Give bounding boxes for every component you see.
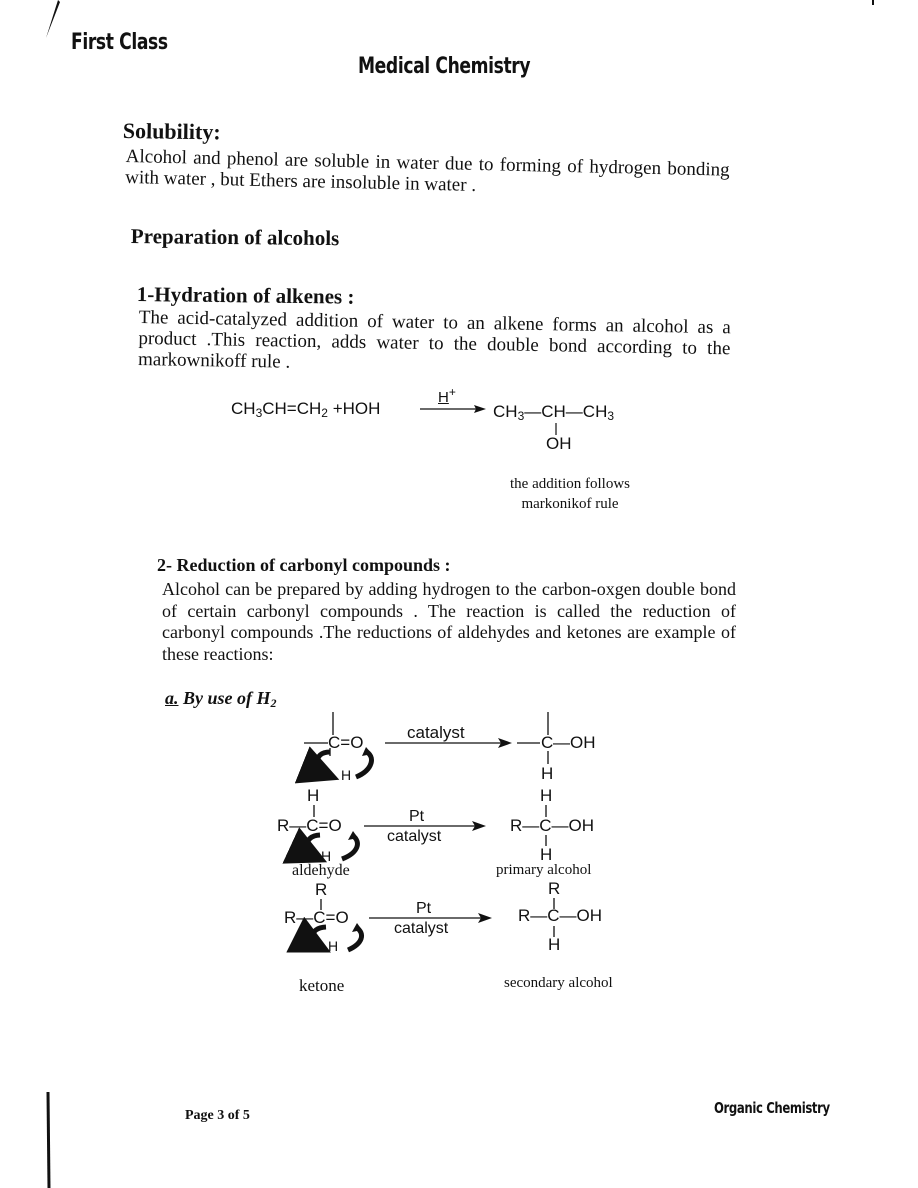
- h2-subheading-text: By use of H: [183, 688, 271, 708]
- aldehyde-hydrogen: H: [321, 848, 332, 864]
- primary-bottom-hydrogen: H: [540, 845, 553, 864]
- ketone-top-r: R: [315, 880, 328, 899]
- general-hydrogen: H: [341, 767, 352, 783]
- hydration-reactant: $CH_3CH=CH_2 +HOH$: [231, 399, 381, 420]
- secondary-alcohol-name: secondary alcohol: [504, 975, 613, 991]
- hydration-product: $CH_3—CH—CH_3$: [493, 402, 615, 423]
- class-label: First Class: [71, 30, 168, 55]
- hydration-heading: 1-Hydration of alkenes :: [136, 282, 355, 309]
- ketone-formula: R—C=O: [284, 908, 349, 927]
- secondary-top-r: R: [548, 879, 561, 898]
- h2-subheading: a. By use of $H_2$: [165, 688, 277, 710]
- general-product-hydrogen: H: [541, 764, 554, 783]
- ketone-name: ketone: [299, 976, 345, 995]
- preparation-heading: Preparation of alcohols: [130, 224, 340, 251]
- aldehyde-arrow-top: Pt: [409, 808, 425, 825]
- primary-alcohol-name: primary alcohol: [496, 862, 592, 878]
- primary-formula: R—C—OH: [510, 816, 595, 835]
- footer-subject: Organic Chemistry: [714, 1099, 830, 1117]
- hydration-product-oh: OH: [546, 434, 572, 453]
- secondary-formula: R—C—OH: [518, 906, 603, 925]
- reduction-text: Alcohol can be prepared by adding hydrogen to the carbon-oxgen double bond of certain carbonyl compounds . The reaction is called the reduction of carbonyl compounds .The reductions of aldehydes and ketones are example of these reactions:: [162, 579, 736, 664]
- aldehyde-top-hydrogen: H: [307, 786, 320, 805]
- general-arrow-label: catalyst: [407, 723, 465, 742]
- course-title: Medical Chemistry: [358, 54, 531, 79]
- aldehyde-name: aldehyde: [292, 862, 350, 879]
- markovnikov-note-line2: markonikof rule: [521, 496, 619, 512]
- hydration-catalyst: H+: [438, 385, 456, 406]
- general-carbonyl: C=O: [328, 733, 364, 752]
- solubility-text: Alcohol and phenol are soluble in water due to forming of hydrogen bonding with water , but Ethers are insoluble in water .: [125, 146, 730, 196]
- page-number: Page 3 of 5: [185, 1108, 250, 1123]
- h2-subheading-marker: a.: [165, 688, 179, 708]
- curved-electron-arrow-1: [318, 752, 330, 776]
- markovnikov-note-line1: the addition follows: [510, 476, 630, 492]
- ketone-arrow-top: Pt: [416, 900, 432, 917]
- secondary-bottom-hydrogen: H: [548, 935, 561, 954]
- ketone-arrow-bottom: catalyst: [394, 920, 449, 937]
- aldehyde-arrow-bottom: catalyst: [387, 828, 442, 845]
- primary-top-hydrogen: H: [540, 786, 553, 805]
- general-product-carbon: C: [541, 733, 554, 752]
- hydration-text: The acid-catalyzed addition of water to an alkene forms an alcohol as a product .This reaction, adds water to the double bond according to the markownikoff rule .: [137, 307, 731, 373]
- general-product-oh: —OH: [553, 733, 596, 752]
- aldehyde-formula: R—C=O: [277, 816, 342, 835]
- solubility-heading: Solubility:: [122, 118, 221, 145]
- ketone-hydrogen: H: [328, 938, 339, 954]
- reduction-heading: 2- Reduction of carbonyl compounds :: [157, 555, 451, 575]
